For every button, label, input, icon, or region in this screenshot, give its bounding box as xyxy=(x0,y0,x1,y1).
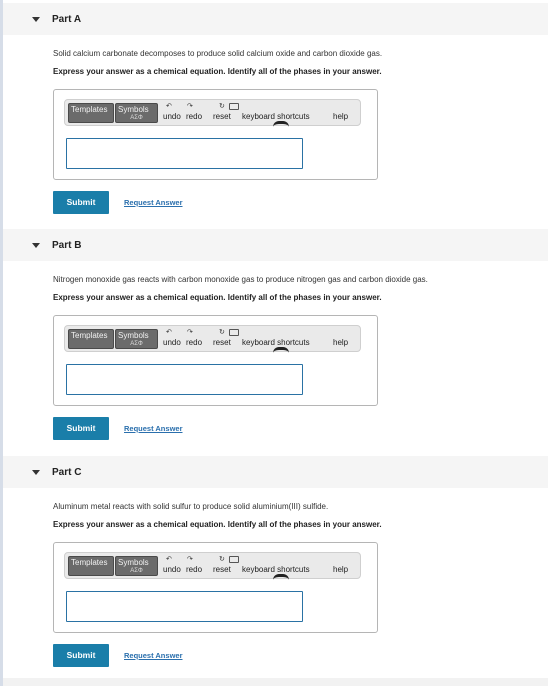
symbols-greek-icon: ΑΣΦ xyxy=(130,568,143,574)
templates-label: Templates xyxy=(71,105,108,114)
answer-input[interactable] xyxy=(66,364,303,395)
part-header[interactable] xyxy=(3,229,548,261)
instruction-text: Express your answer as a chemical equation. Identify all of the phases in your answer. xyxy=(53,293,382,302)
symbols-label: Symbols xyxy=(118,105,149,114)
answer-input[interactable] xyxy=(66,138,303,169)
symbols-button[interactable] xyxy=(115,103,158,123)
question-text: Aluminum metal reacts with solid sulfur to produce solid aluminium(III) sulfide. xyxy=(53,502,329,511)
undo-icon: ↶ xyxy=(166,103,172,110)
redo-icon: ↷ xyxy=(187,556,193,563)
part-header[interactable] xyxy=(3,3,548,35)
request-answer-link[interactable]: Request Answer xyxy=(124,424,183,433)
math-toolbar xyxy=(64,552,361,579)
help-button[interactable]: help xyxy=(333,112,349,121)
part-header[interactable] xyxy=(3,456,548,488)
action-row xyxy=(53,644,548,667)
templates-label: Templates xyxy=(71,558,108,567)
answer-input[interactable] xyxy=(66,591,303,622)
keyboard-icon xyxy=(229,103,239,110)
keyboard-shortcuts-button[interactable]: keyboard shortcuts xyxy=(242,338,310,347)
symbols-label: Symbols xyxy=(118,331,149,340)
redo-icon: ↷ xyxy=(187,103,193,110)
reset-icon: ↻ xyxy=(219,556,225,563)
question-text: Nitrogen monoxide gas reacts with carbon monoxide gas to produce nitrogen gas and carbon dioxide gas. xyxy=(53,275,428,284)
symbols-greek-icon: ΑΣΦ xyxy=(130,115,143,121)
submit-button[interactable]: Submit xyxy=(53,191,109,214)
answer-editor xyxy=(53,89,378,180)
part-c xyxy=(3,456,548,667)
undo-button[interactable]: undo xyxy=(163,112,181,121)
part-title: Part B xyxy=(52,239,82,251)
arc-icon xyxy=(273,121,289,127)
part-a xyxy=(3,3,548,214)
answer-editor xyxy=(53,542,378,633)
redo-button[interactable]: redo xyxy=(186,112,203,121)
redo-button[interactable]: redo xyxy=(186,338,203,347)
redo-button[interactable]: redo xyxy=(186,565,203,574)
symbols-label: Symbols xyxy=(118,558,149,567)
undo-icon: ↶ xyxy=(166,329,172,336)
caret-down-icon[interactable] xyxy=(32,470,40,475)
keyboard-icon xyxy=(229,329,239,336)
request-answer-link[interactable]: Request Answer xyxy=(124,651,183,660)
part-title: Part A xyxy=(52,13,82,25)
redo-icon: ↷ xyxy=(187,329,193,336)
answer-editor xyxy=(53,315,378,406)
templates-button[interactable] xyxy=(68,103,114,123)
symbols-button[interactable] xyxy=(115,329,158,349)
undo-icon: ↶ xyxy=(166,556,172,563)
help-button[interactable]: help xyxy=(333,565,349,574)
math-toolbar xyxy=(64,99,361,126)
undo-button[interactable]: undo xyxy=(163,338,181,347)
reset-button[interactable]: reset xyxy=(213,338,231,347)
symbols-button[interactable] xyxy=(115,556,158,576)
action-row xyxy=(53,191,548,214)
caret-down-icon[interactable] xyxy=(32,243,40,248)
undo-button[interactable]: undo xyxy=(163,565,181,574)
templates-button[interactable] xyxy=(68,556,114,576)
instruction-text: Express your answer as a chemical equation. Identify all of the phases in your answer. xyxy=(53,67,382,76)
arc-icon xyxy=(273,574,289,580)
submit-button[interactable]: Submit xyxy=(53,644,109,667)
reset-icon: ↻ xyxy=(219,329,225,336)
symbols-greek-icon: ΑΣΦ xyxy=(130,341,143,347)
reset-icon: ↻ xyxy=(219,103,225,110)
caret-down-icon[interactable] xyxy=(32,17,40,22)
action-row xyxy=(53,417,548,440)
reset-button[interactable]: reset xyxy=(213,565,231,574)
submit-button[interactable]: Submit xyxy=(53,417,109,440)
question-text: Solid calcium carbonate decomposes to produce solid calcium oxide and carbon dioxide gas. xyxy=(53,49,383,58)
instruction-text: Express your answer as a chemical equation. Identify all of the phases in your answer. xyxy=(53,520,382,529)
next-section-strip xyxy=(3,678,548,686)
part-b xyxy=(3,229,548,440)
request-answer-link[interactable]: Request Answer xyxy=(124,198,183,207)
arc-icon xyxy=(273,347,289,353)
templates-button[interactable] xyxy=(68,329,114,349)
help-button[interactable]: help xyxy=(333,338,349,347)
part-title: Part C xyxy=(52,466,82,478)
math-toolbar xyxy=(64,325,361,352)
keyboard-shortcuts-button[interactable]: keyboard shortcuts xyxy=(242,112,310,121)
reset-button[interactable]: reset xyxy=(213,112,231,121)
templates-label: Templates xyxy=(71,331,108,340)
keyboard-shortcuts-button[interactable]: keyboard shortcuts xyxy=(242,565,310,574)
keyboard-icon xyxy=(229,556,239,563)
